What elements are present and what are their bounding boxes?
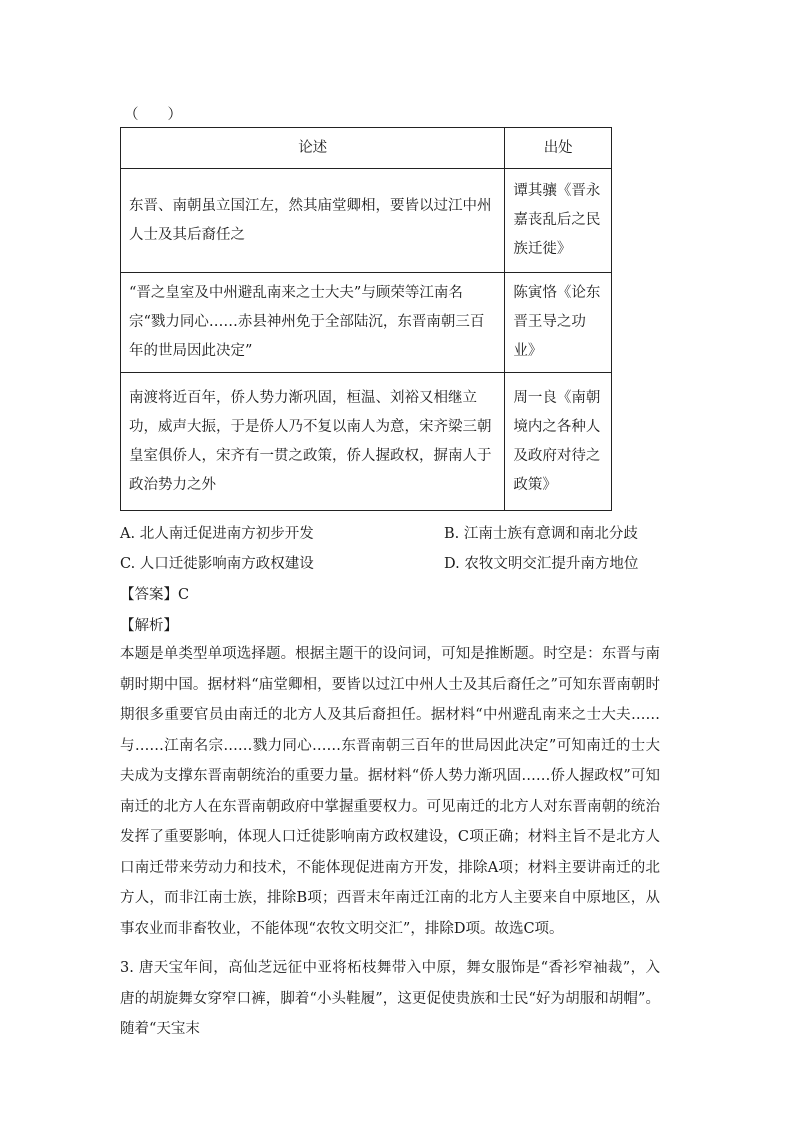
option-c: C. 人口迁徙影响南方政权建设 — [120, 556, 314, 572]
material-table — [120, 127, 612, 511]
next-question-text: 3. 唐天宝年间，高仙芝远征中亚将柘枝舞带入中原，舞女服饰是“香衫窄袖裁”，入唐的胡旋舞女穿窄口裤，脚着“小头鞋履”，这更促使贵族和士民“好为胡服和胡帽”。随着“天宝末 — [120, 960, 660, 1037]
option-d: D. 农牧文明交汇提升南方地位 — [444, 556, 639, 572]
row-statement: 东晋、南朝虽立国江左，然其庙堂卿相，要皆以过江中州人士及其后裔任之 — [121, 169, 505, 273]
table-row — [121, 273, 612, 373]
header-source: 出处 — [505, 128, 612, 169]
answer-label: 【答案】C — [120, 587, 190, 603]
row-source: 陈寅恪《论东晋王导之功业》 — [505, 273, 612, 373]
table-row — [121, 373, 612, 511]
analysis-text: 本题是单类型单项选择题。根据主题干的设问词，可知是推断题。时空是：东晋与南朝时期中国。据材料“庙堂卿相，要皆以过江中州人士及其后裔任之”可知东晋南朝时期很多重要官员由南迁的北方人及其后裔担任。据材料“中州避乱南来之士大夫……与……江南名宗……戮力同心……东晋南朝三百年的世局因此决定”可知南迁的士大夫成为支撑东晋南朝统治的重要力量。据材料“侨人势力渐巩固……侨人握政权”可知南迁的北方人在东晋南朝政府中掌握重要权力。可见南迁的北方人对东晋南朝的统治发挥了重要影响，体现人口迁徙影响南方政权建设，C项正确；材料主旨不是北方人口南迁带来劳动力和技术，不能体现促进南方开发，排除A项；材料主要讲南迁的北方人，而非江南士族，排除B项；西晋末年南迁江南的北方人主要来自中原地区，从事农业而非畜牧业，不能体现“农牧文明交汇”，排除D项。故选C项。 — [120, 646, 660, 937]
row-statement: 南渡将近百年，侨人势力渐巩固，桓温、刘裕又相继立功，威声大振，于是侨人乃不复以南人为意，宋齐梁三朝皇室俱侨人，宋齐有一贯之政策，侨人握政权，摒南人于政治势力之外 — [121, 373, 505, 511]
answer-blank: （ ） — [124, 107, 182, 123]
analysis-label: 【解析】 — [120, 618, 178, 634]
option-b: B. 江南士族有意调和南北分歧 — [444, 526, 638, 542]
table-row — [121, 169, 612, 273]
option-a: A. 北人南迁促进南方初步开发 — [120, 526, 314, 542]
row-statement: “晋之皇室及中州避乱南来之士大夫”与顾荣等江南名宗“戮力同心……赤县神州免于全部陆沉，东晋南朝三百年的世局因此决定” — [121, 273, 505, 373]
row-source: 周一良《南朝境内之各种人及政府对待之政策》 — [505, 373, 612, 511]
header-statement: 论述 — [121, 128, 505, 169]
table-header-row — [121, 128, 612, 169]
row-source: 谭其骧《晋永嘉丧乱后之民族迁徙》 — [505, 169, 612, 273]
